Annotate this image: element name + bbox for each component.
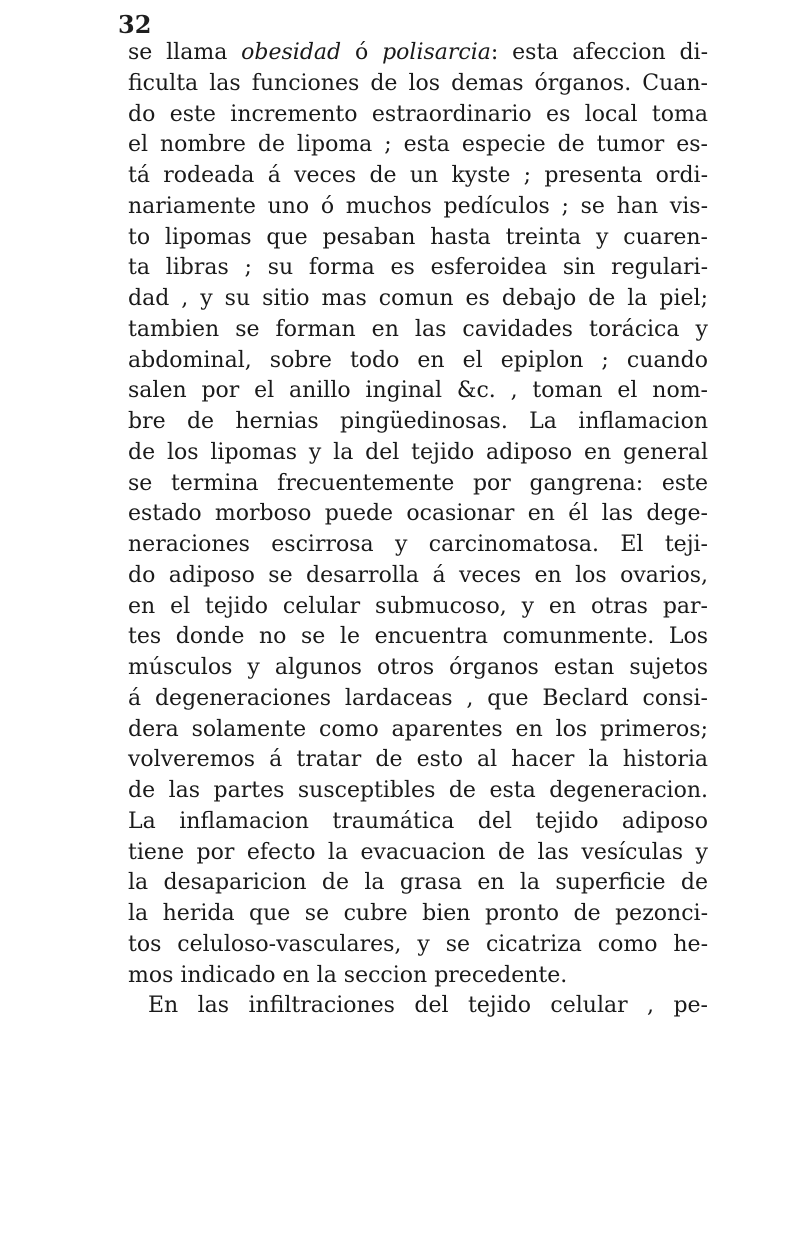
text-line: do adiposo se desarrolla á veces en los ovarios, (128, 562, 708, 588)
text-line: tos celuloso-vasculares, y se cicatriza como he- (128, 931, 708, 957)
text-line: el nombre de lipoma ; esta especie de tumor es- (128, 132, 708, 158)
text-line: músculos y algunos otros órganos estan sujetos (128, 655, 708, 680)
text-line: to lipomas que pesaban hasta treinta y cuaren- (128, 224, 708, 250)
text-line: se termina frecuentemente por gangrena: este (128, 470, 708, 496)
text-line: á degeneraciones lardaceas , que Beclard consi- (128, 685, 708, 711)
text-line: dera solamente como aparentes en los primeros; (128, 716, 708, 742)
body-text (128, 38, 708, 1022)
text-line: salen por el anillo inginal &c. , toman el nom- (128, 378, 708, 404)
text-line: tiene por efecto la evacuacion de las vesículas y (128, 839, 708, 865)
text-line: La inflamacion traumática del tejido adiposo (128, 808, 708, 834)
text-line: mos indicado en la seccion precedente. (128, 962, 568, 988)
text-line: nariamente uno ó muchos pedículos ; se han vis- (128, 193, 708, 219)
text-line: volveremos á tratar de esto al hacer la historia (128, 747, 708, 773)
italic-term: obesidad (241, 40, 342, 65)
text-line: en el tejido celular submucoso, y en otras par- (128, 593, 708, 619)
italic-term: polisarcia (382, 40, 491, 65)
text-fragment: : esta afeccion di- (490, 40, 709, 65)
text-line: tá rodeada á veces de un kyste ; presenta ordi- (128, 163, 708, 188)
text-line: de las partes susceptibles de esta degeneracion. (128, 778, 708, 803)
text-line: neraciones escirrosa y carcinomatosa. El teji- (128, 532, 708, 557)
text-line: En las infiltraciones del tejido celular , pe- (148, 993, 708, 1019)
text-line: de los lipomas y la del tejido adiposo en general (128, 439, 708, 465)
text-line: tambien se forman en las cavidades torácica y (128, 316, 708, 342)
text-line: abdominal, sobre todo en el epiplon ; cuando (128, 347, 708, 373)
text-line: la desaparicion de la grasa en la superficie de (128, 870, 708, 896)
text-line: la herida que se cubre bien pronto de pezonci- (128, 901, 708, 926)
text-line: tes donde no se le encuentra comunmente. Los (128, 624, 708, 650)
text-line: ta libras ; su forma es esferoidea sin regulari- (128, 255, 708, 281)
text-line-1 (128, 38, 708, 69)
text-line: bre de hernias pingüedinosas. La inflamacion (128, 409, 708, 434)
text-line: dad , y su sitio mas comun es debajo de la piel; (128, 286, 708, 311)
text-line: do este incremento estraordinario es local toma (128, 101, 708, 127)
text-line: ficulta las funciones de los demas órganos. Cuan- (128, 70, 708, 96)
text-fragment: se llama (128, 40, 242, 65)
text-line: estado morboso puede ocasionar en él las dege- (128, 501, 708, 527)
text-fragment: ó (341, 40, 383, 65)
page-number: 32 (118, 10, 152, 39)
